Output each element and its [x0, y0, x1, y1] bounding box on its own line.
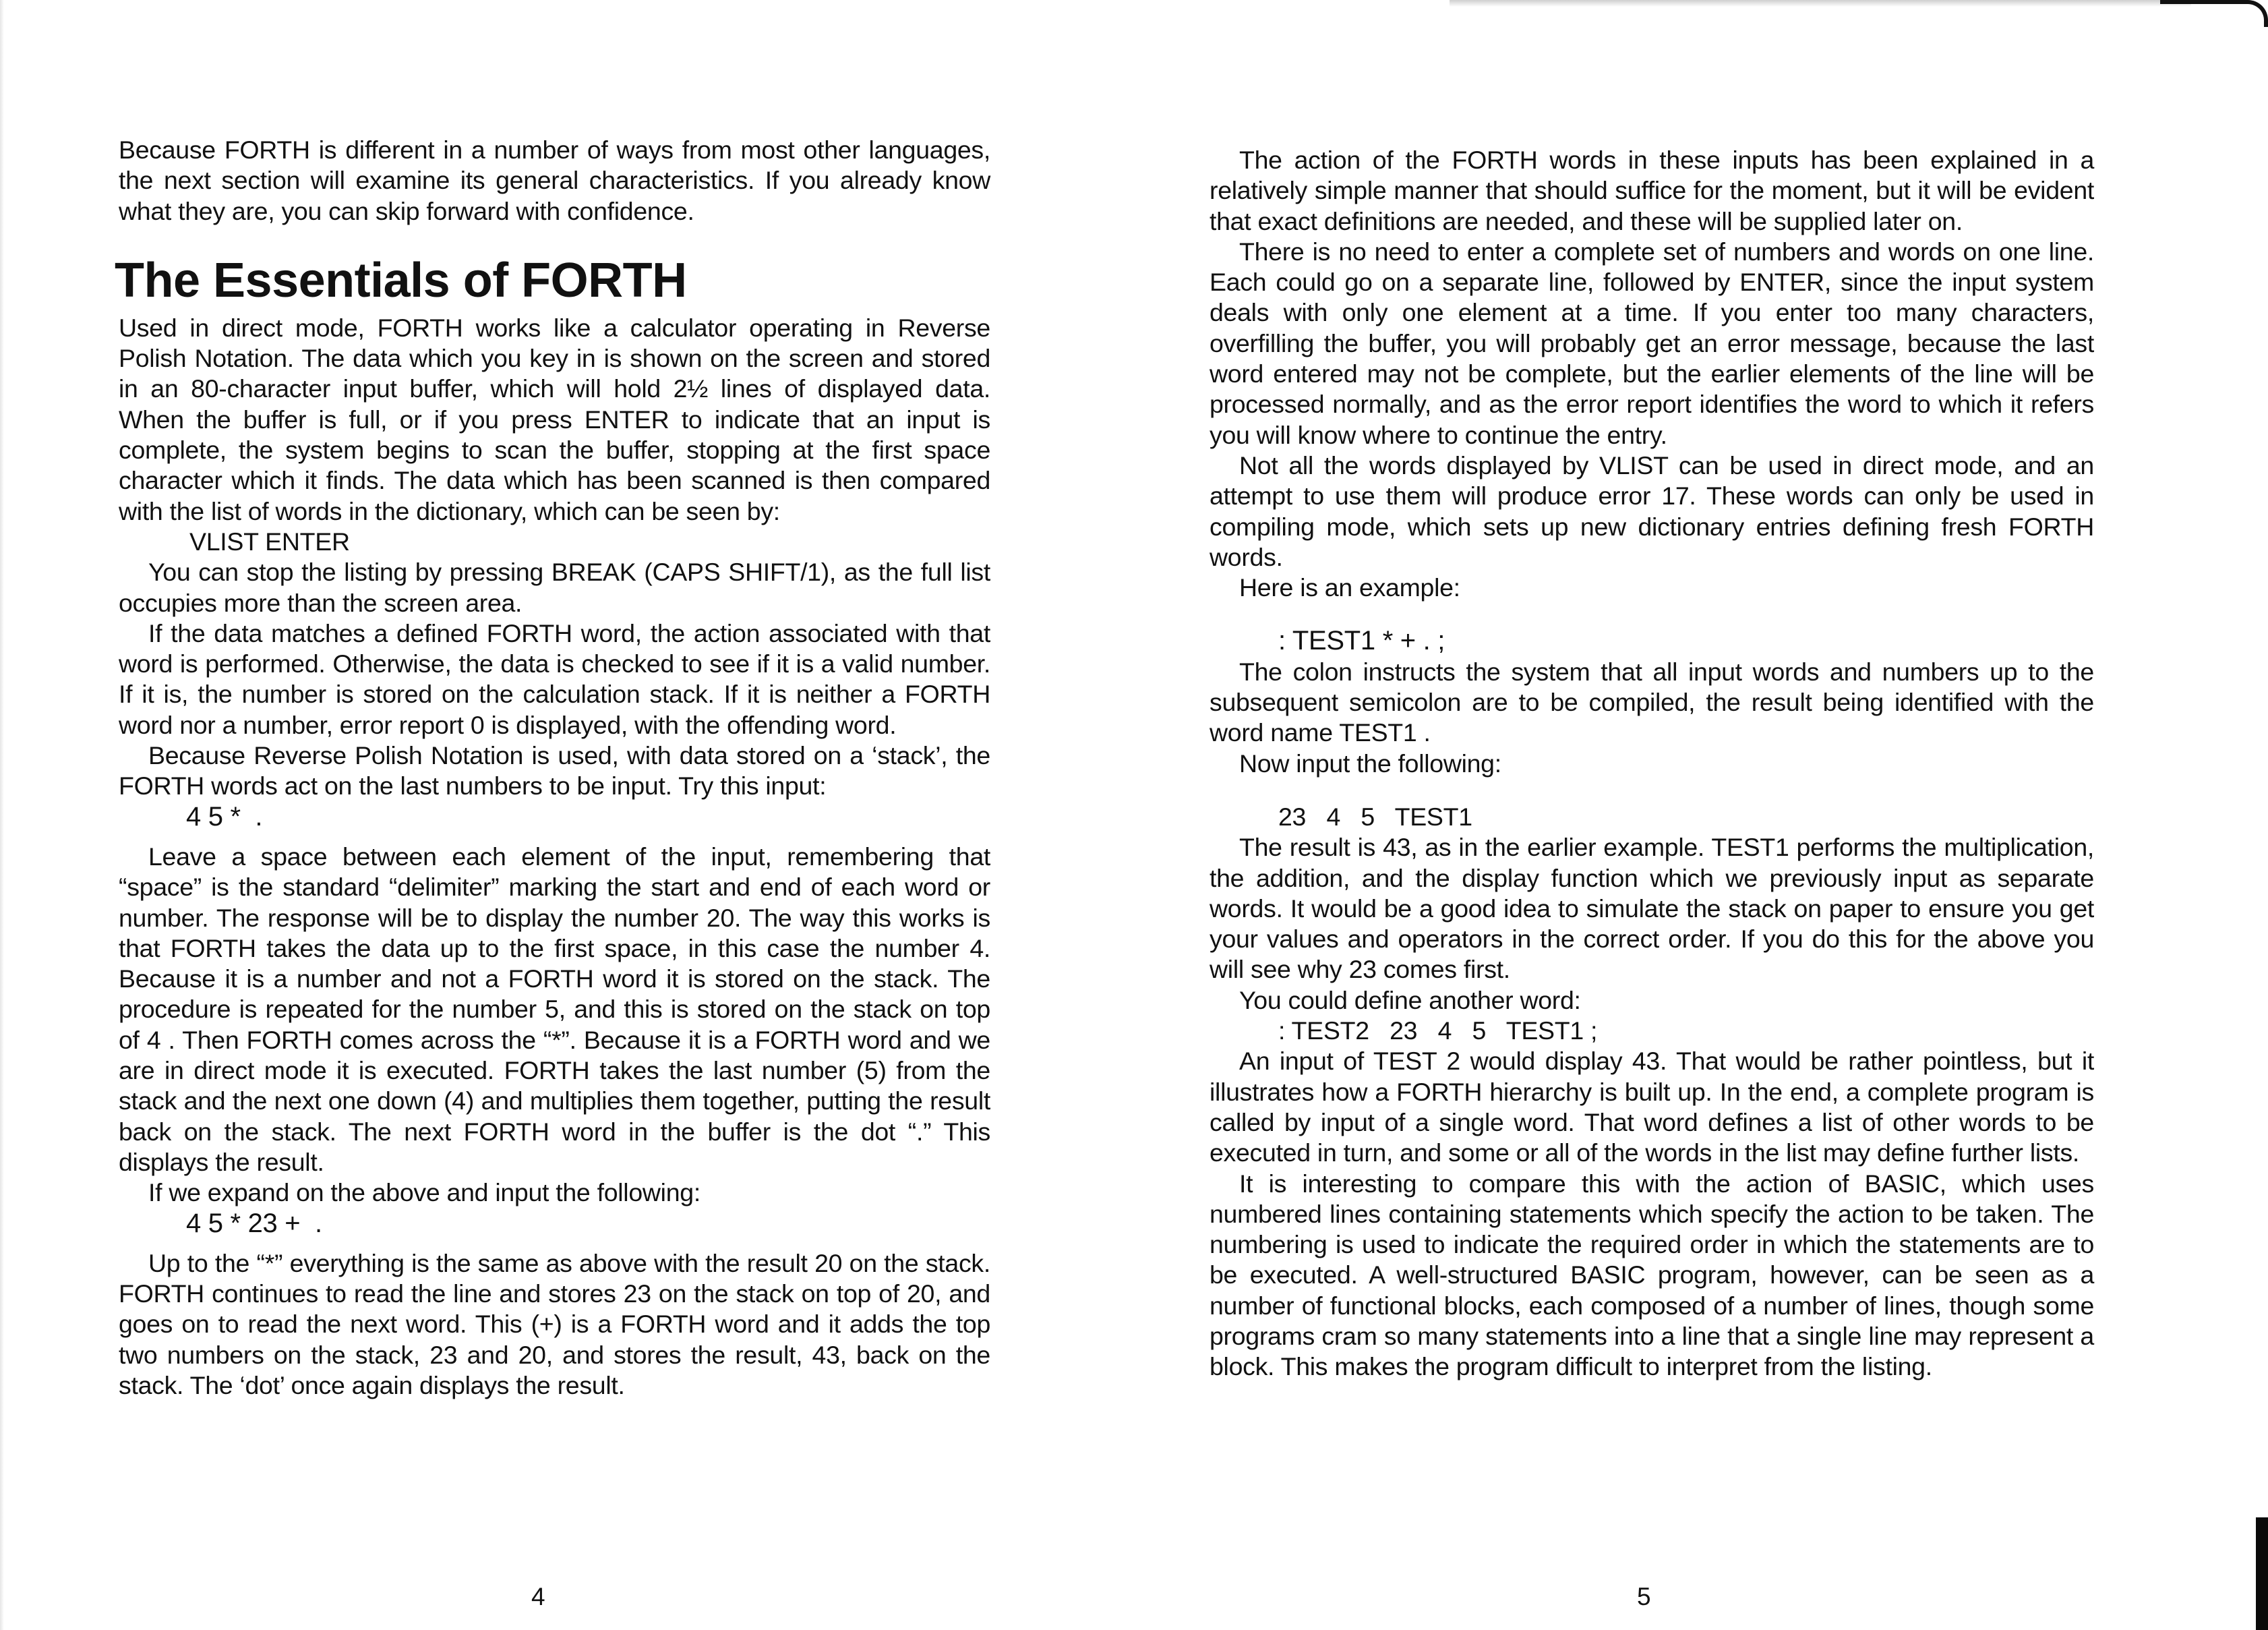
- code-line: 4 5 * .: [186, 801, 263, 832]
- paragraph: The action of the FORTH words in these inputs has been explained in a relatively simple manner that should suffice for the moment, but it will be evident that exact definitions are needed, and these will be supplied later on.: [1210, 146, 2094, 235]
- paragraph: Because Reverse Polish Notation is used, with data stored on a ‘stack’, the FORTH words act on the last numbers to be input. Try this input:: [119, 741, 990, 801]
- section-heading: The Essentials of FORTH: [115, 253, 687, 308]
- paragraph: There is no need to enter a complete set of numbers and words on one line. Each could go on a separate line, followed by ENTER, since the input system deals with only one element at a time. If you enter too many characters, overfilling the buffer, you will probably get an error message, because the last word entered may not be complete, but the earlier elements of the line will be processed normally, and as the error report identifies the word to which it refers you will know where to continue the entry.: [1210, 237, 2094, 449]
- code-line: 23 4 5 TEST1: [1278, 802, 1472, 831]
- paragraph: The colon instructs the system that all input words and numbers up to the subsequent semicolon are to be compiled, the result being identified with the word name TEST1 .: [1210, 657, 2094, 747]
- paragraph: Leave a space between each element of the input, remembering that “space” is the standard “delimiter” marking the start and end of each word or number. The response will be to display the number 20. The way this works is that FORTH takes the data up to the first space, in this case the number 4. Because it is a number and not a FORTH word it is stored on the stack. The procedure is repeated for the number 5, and this is stored on the stack on top of 4 . Then FORTH comes across the “*”. Because it is a FORTH word and we are in direct mode it is executed. FORTH takes the last number (5) from the stack and the next one down (4) and multiplies them together, putting the result back on the stack. The next FORTH word in the buffer is the dot “.” This displays the result.: [119, 842, 990, 1176]
- left-text-column: [115, 135, 990, 1401]
- code-line: : TEST2 23 4 5 TEST1 ;: [1278, 1016, 1598, 1045]
- paragraph: Now input the following:: [1239, 749, 1501, 778]
- left-page: [0, 0, 1133, 1630]
- paragraph: If the data matches a defined FORTH word, the action associated with that word is performed. Otherwise, the data is checked to see if it is a valid number. If it is, the number is stored on the calculation stack. If it is neither a FORTH word nor a number, error report 0 is displayed, with the offending word.: [119, 618, 990, 739]
- intro-paragraph: Because FORTH is different in a number of ways from most other languages, the next section will examine its general characteristics. If you already know what they are, you can skip forward with confidence.: [119, 136, 990, 225]
- paragraph: You could define another word:: [1239, 985, 1581, 1014]
- right-text-column: [1210, 145, 2094, 1382]
- paragraph: Not all the words displayed by VLIST can be used in direct mode, and an attempt to use them will produce error 17. These words can only be used in compiling mode, which sets up new dictionary entries defining fresh FORTH words.: [1210, 450, 2094, 571]
- paragraph: Used in direct mode, FORTH works like a calculator operating in Reverse Polish Notation. The data which you key in is shown on the screen and stored in an 80-character input buffer, which will hold 2½ lines of displayed data. When the buffer is full, or if you press ENTER to indicate that an input is complete, the system begins to scan the buffer, stopping at the first space character which it finds. The data which has been scanned is then compared with the list of words in the dictionary, which can be seen by:: [119, 313, 990, 525]
- paragraph: Up to the “*” everything is the same as above with the result 20 on the stack. FORTH continues to read the line and stores 23 on the stack on top of 20, and goes on to read the next word. This (+) is a FORTH word and it adds the top two numbers on the stack, 23 and 20, and stores the result, 43, back on the stack. The ‘dot’ once again displays the result.: [119, 1248, 990, 1399]
- paragraph: You can stop the listing by pressing BREAK (CAPS SHIFT/1), as the full list occupies more than the screen area.: [119, 558, 990, 617]
- page-number: 5: [1637, 1583, 1651, 1610]
- code-line: : TEST1 * + . ;: [1278, 626, 1445, 656]
- page-number: 4: [531, 1583, 545, 1610]
- code-line: VLIST ENTER: [189, 527, 350, 556]
- paragraph: It is interesting to compare this with the action of BASIC, which uses numbered lines containing statements which specify the action to be taken. The numbering is used to indicate the required order in which the statements are to be executed. A well-structured BASIC program, however, can be seen as a number of functional blocks, each composed of a number of lines, though some programs cram so many statements into a line that a single line may represent a block. This makes the program difficult to interpret from the listing.: [1210, 1169, 2094, 1381]
- paragraph: If we expand on the above and input the following:: [148, 1178, 700, 1207]
- paragraph: An input of TEST 2 would display 43. That would be rather pointless, but it illustrates how a FORTH hierarchy is built up. In the end, a complete program is called by input of a single word. That word defines a list of other words to be executed in turn, and some or all of the words in the list may define further lists.: [1210, 1047, 2094, 1167]
- code-line: 4 5 * 23 + .: [186, 1208, 322, 1238]
- paragraph: Here is an example:: [1239, 573, 1460, 602]
- right-page: [1133, 0, 2268, 1630]
- paragraph: The result is 43, as in the earlier example. TEST1 performs the multiplication, the addition, and the display function which we previously input as separate words. It would be a good idea to simulate the stack on paper to ensure you get your values and operators in the correct order. If you do this for the above you will see why 23 comes first.: [1210, 833, 2094, 984]
